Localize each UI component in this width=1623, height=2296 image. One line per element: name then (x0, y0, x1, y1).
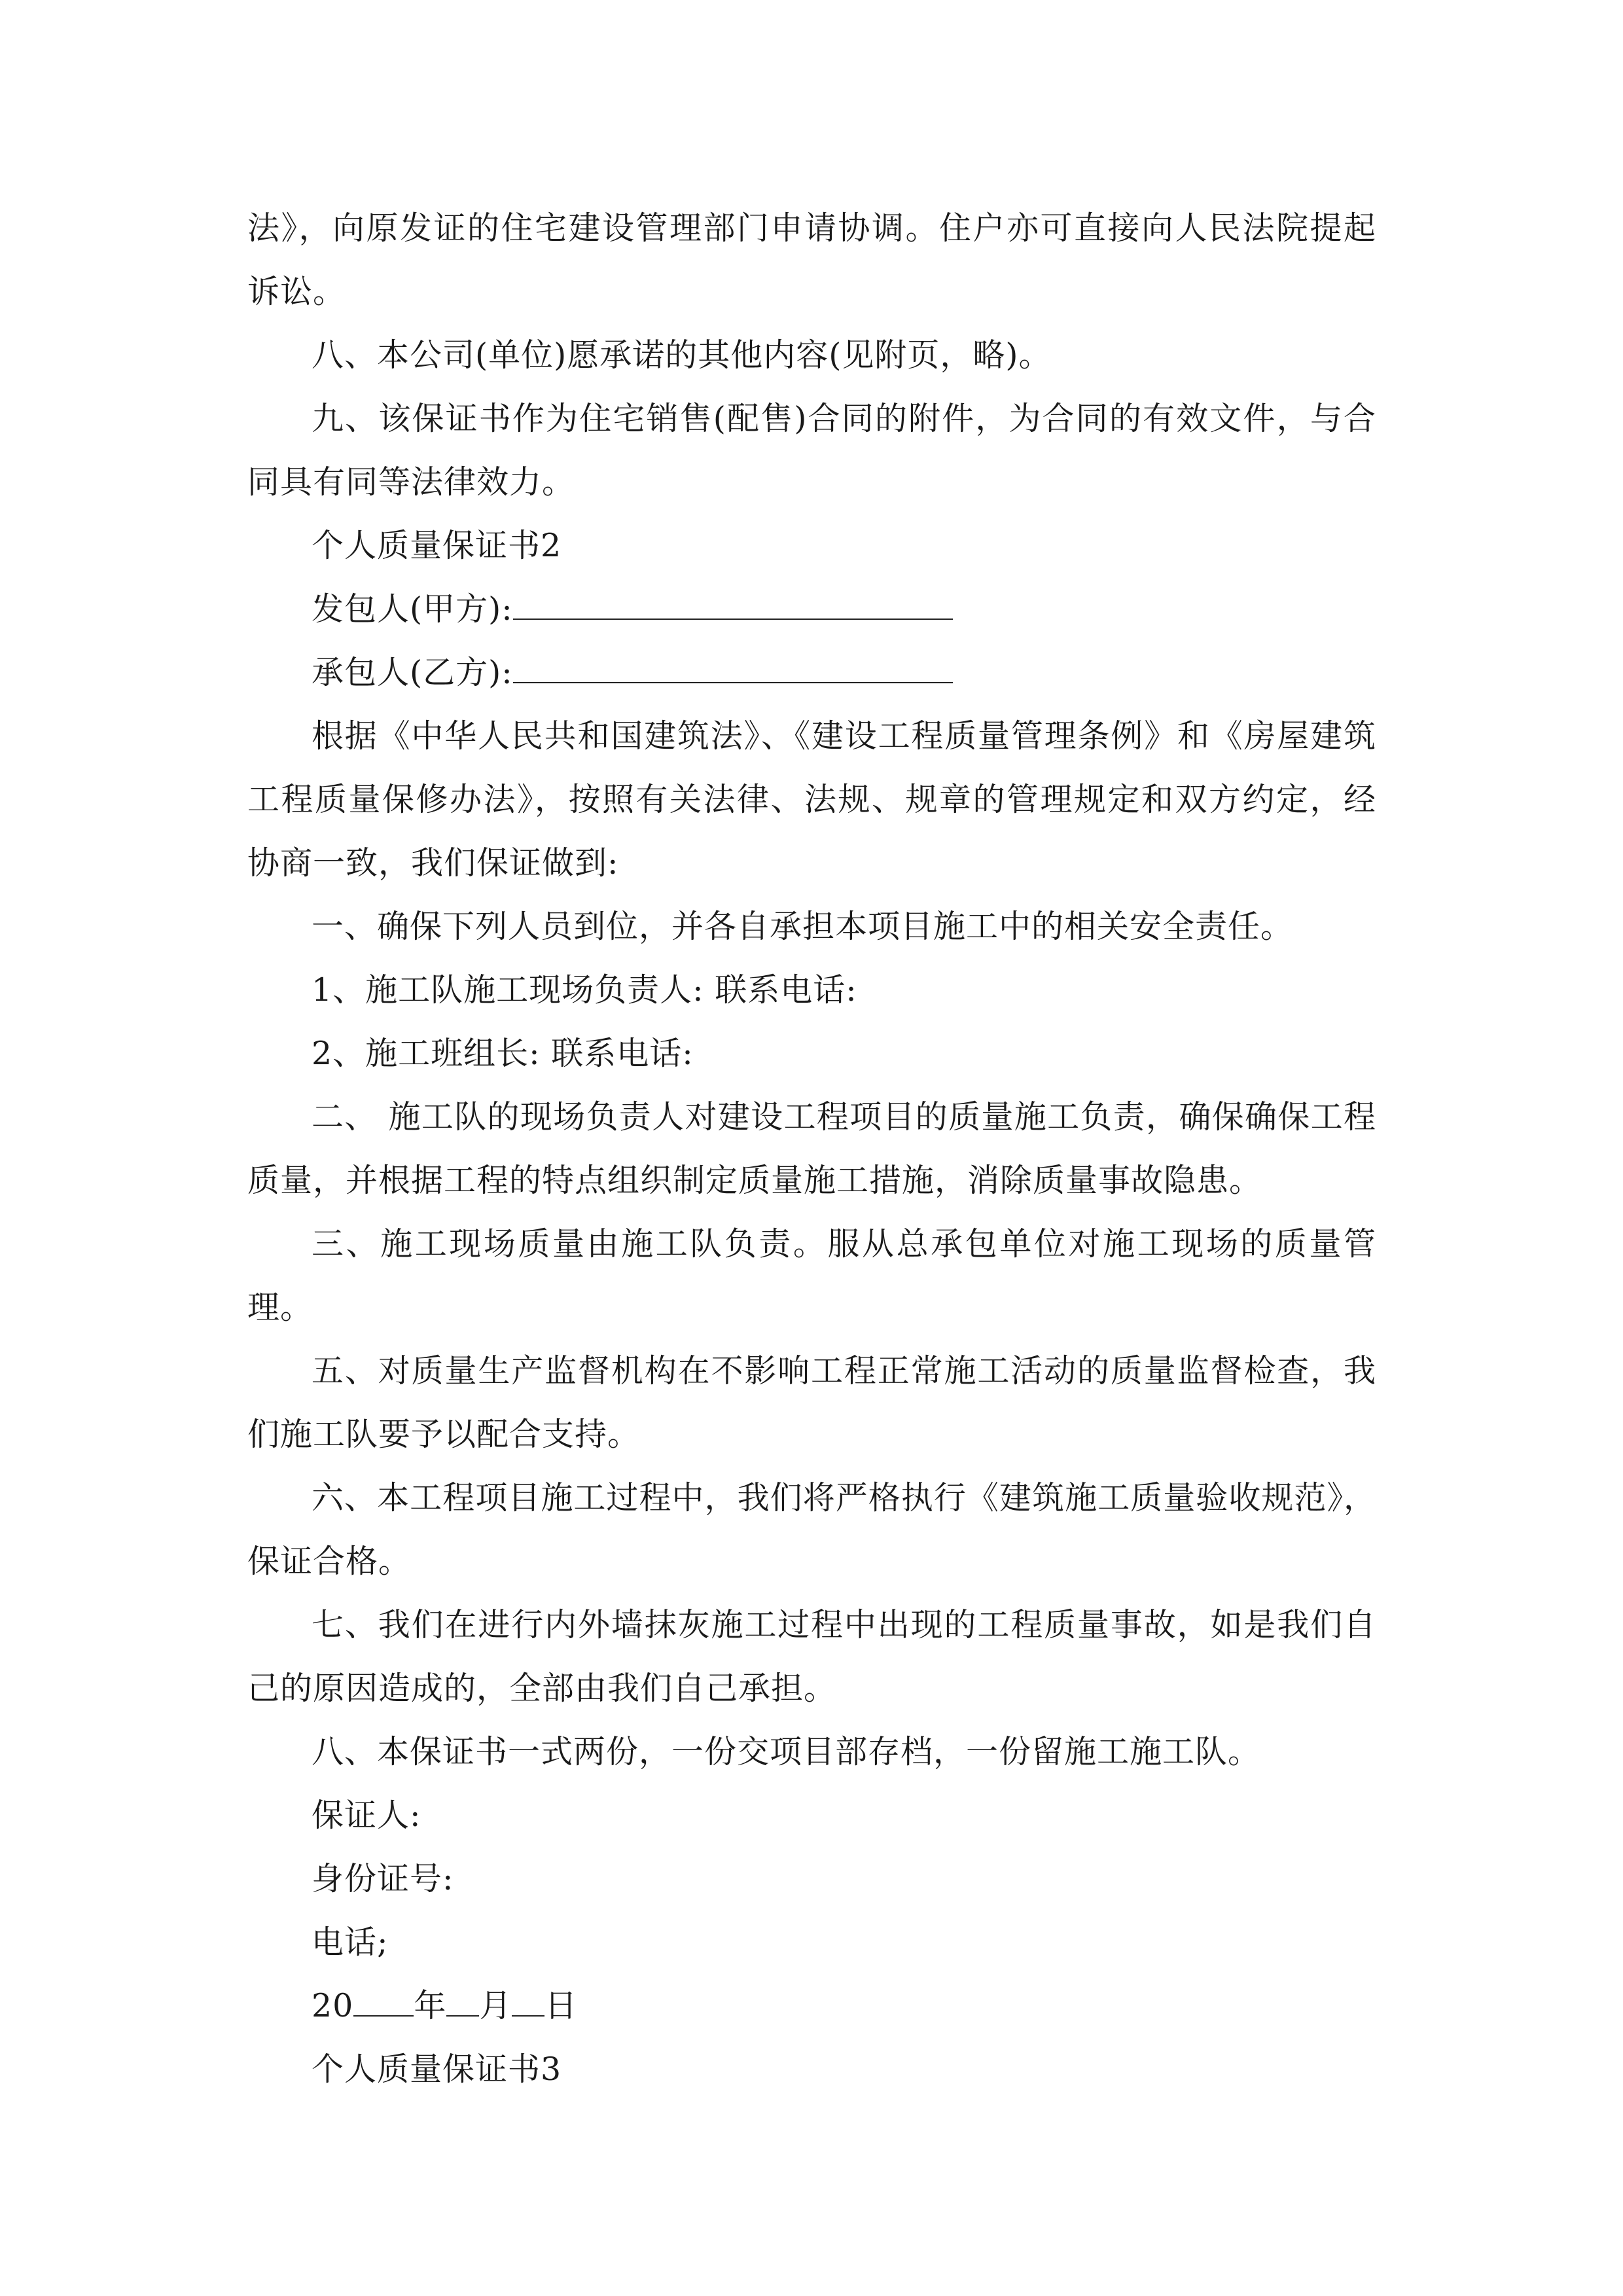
phone-line: 电话; (312, 1924, 389, 1961)
party-a-blank (513, 590, 953, 620)
section-title-3: 个人质量保证书3 (312, 2051, 562, 2088)
party-b-blank (513, 653, 953, 683)
paragraph-court: 法》，向原发证的住宅建设管理部门申请协调。住户亦可直接向人民法院提起诉讼。 (247, 209, 1376, 310)
party-b-line (247, 641, 1376, 704)
document-page (247, 196, 1376, 2101)
date-year-blank (353, 1986, 414, 2017)
party-a-line (247, 577, 1376, 641)
paragraph-clause-8: 八、本公司(单位)愿承诺的其他内容(见附页，略)。 (312, 336, 1052, 374)
paragraph-item-3: 三、施工现场质量由施工队负责。服从总承包单位对施工现场的质量管理。 (247, 1225, 1376, 1326)
paragraph-item-1: 一、确保下列人员到位，并各自承担本项目施工中的相关安全责任。 (312, 908, 1294, 945)
paragraph-clause-9: 九、该保证书作为住宅销售(配售)合同的附件，为合同的有效文件，与合同具有同等法律效力。 (247, 400, 1376, 501)
paragraph-item-1-1: 1、施工队施工现场负责人: 联系电话: (312, 971, 857, 1009)
guarantor-line: 保证人: (312, 1797, 421, 1834)
date-year-label: 年 (414, 1987, 447, 2024)
section-title-2: 个人质量保证书2 (312, 527, 562, 564)
date-month-label: 月 (479, 1987, 512, 2024)
paragraph-item-6: 六、本工程项目施工过程中，我们将严格执行《建筑施工质量验收规范》，保证合格。 (247, 1479, 1376, 1580)
date-month-blank (446, 1986, 479, 2017)
paragraph-item-5: 五、对质量生产监督机构在不影响工程正常施工活动的质量监督检查，我们施工队要予以配合支持。 (247, 1352, 1376, 1453)
paragraph-item-1-2: 2、施工班组长: 联系电话: (312, 1035, 694, 1072)
party-b-label: 承包人(乙方): (312, 654, 513, 691)
date-day-blank (512, 1986, 544, 2017)
date-line (247, 1974, 1376, 2037)
party-a-label: 发包人(甲方): (312, 590, 513, 628)
paragraph-item-7: 七、我们在进行内外墙抹灰施工过程中出现的工程质量事故，如是我们自己的原因造成的，全部由我们自己承担。 (247, 1606, 1376, 1707)
paragraph-item-8: 八、本保证书一式两份，一份交项目部存档，一份留施工施工队。 (312, 1733, 1261, 1770)
paragraph-basis: 根据《中华人民共和国建筑法》、《建设工程质量管理条例》和《房屋建筑工程质量保修办法》，按照有关法律、法规、规章的管理规定和双方约定，经协商一致，我们保证做到: (247, 717, 1376, 882)
id-number-line: 身份证号: (312, 1860, 454, 1897)
date-day-label: 日 (544, 1987, 578, 2024)
paragraph-item-2: 二、 施工队的现场负责人对建设工程项目的质量施工负责，确保确保工程质量，并根据工程的特点组织制定质量施工措施，消除质量事故隐患。 (247, 1098, 1376, 1199)
date-prefix: 20 (312, 1987, 354, 2024)
